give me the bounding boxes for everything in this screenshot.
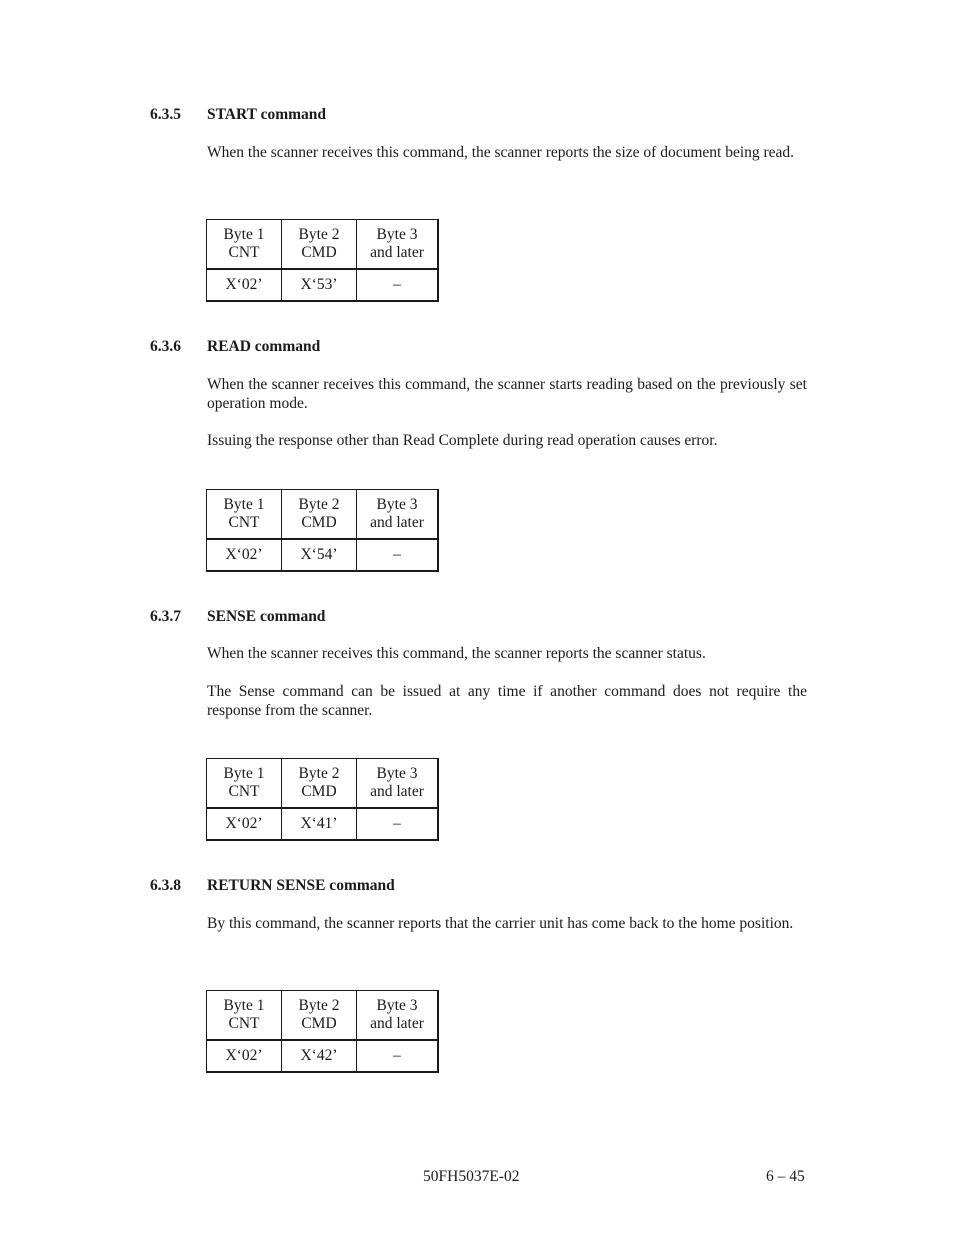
section-title: START command [207,106,327,123]
cell-later: – [357,1040,439,1072]
command-table [206,990,439,1073]
header-cell-byte1: Byte 1 CNT [207,490,282,540]
paragraph: Issuing the response other than Read Complete during read operation causes error. [207,432,718,449]
cell-later: – [357,539,439,571]
header-cell-byte3: Byte 3 and later [357,991,439,1041]
cell-later: – [357,808,439,840]
table-row [207,539,439,571]
header-cell-byte2: Byte 2 CMD [282,759,357,809]
table-header-row [207,220,439,270]
table-row [207,269,439,301]
header-cell-byte3: Byte 3 and later [357,220,439,270]
section-number: 6.3.7 [150,608,181,625]
cell-cmd: X‘53’ [282,269,357,301]
paragraph: The Sense command can be issued at any time if another command does not require the response from the scanner. [207,683,807,719]
table-header-row [207,991,439,1041]
command-table [206,758,439,841]
header-cell-byte2: Byte 2 CMD [282,991,357,1041]
cell-cnt: X‘02’ [207,1040,282,1072]
paragraph: When the scanner receives this command, the scanner reports the size of document being read. [207,144,795,161]
header-cell-byte2: Byte 2 CMD [282,220,357,270]
cell-cnt: X‘02’ [207,539,282,571]
section-number: 6.3.6 [150,338,181,355]
cell-cnt: X‘02’ [207,808,282,840]
table-header-row [207,490,439,540]
footer-page-number: 6 – 45 [766,1168,805,1185]
section-number: 6.3.5 [150,106,181,123]
header-cell-byte1: Byte 1 CNT [207,220,282,270]
footer-document-number: 50FH5037E-02 [423,1168,520,1185]
paragraph: By this command, the scanner reports that the carrier unit has come back to the home position. [207,915,794,932]
command-table [206,489,439,572]
command-table [206,219,439,302]
header-cell-byte1: Byte 1 CNT [207,991,282,1041]
header-cell-byte3: Byte 3 and later [357,490,439,540]
header-cell-byte3: Byte 3 and later [357,759,439,809]
cell-cmd: X‘54’ [282,539,357,571]
cell-cnt: X‘02’ [207,269,282,301]
table-row [207,1040,439,1072]
section-title: SENSE command [207,608,326,625]
paragraph: When the scanner receives this command, the scanner starts reading based on the previously set operation mode. [207,376,807,412]
section-number: 6.3.8 [150,877,181,894]
section-title: RETURN SENSE command [207,877,395,894]
paragraph: When the scanner receives this command, the scanner reports the scanner status. [207,645,706,662]
section-title: READ command [207,338,321,355]
table-row [207,808,439,840]
table-header-row [207,759,439,809]
cell-cmd: X‘41’ [282,808,357,840]
cell-later: – [357,269,439,301]
cell-cmd: X‘42’ [282,1040,357,1072]
header-cell-byte2: Byte 2 CMD [282,490,357,540]
header-cell-byte1: Byte 1 CNT [207,759,282,809]
